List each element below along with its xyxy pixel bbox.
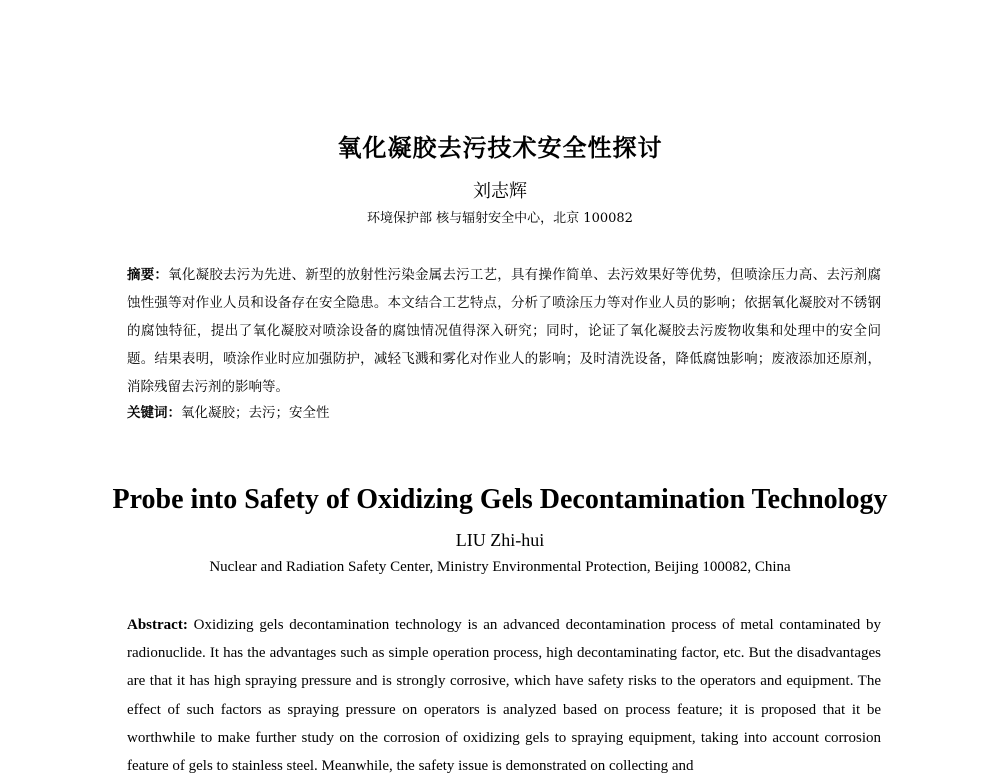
chinese-abstract <box>127 261 881 401</box>
chinese-title: 氧化凝胶去污技术安全性探讨 <box>337 134 663 162</box>
english-abstract <box>127 611 881 780</box>
english-author: LIU Zhi-hui <box>455 530 545 550</box>
english-abstract-text: Oxidizing gels decontamination technology is an advanced decontamination process of metal contaminated by radionuclide. It has the advantages such as simple operation process, high decontaminating factor, etc. But the disadvantages are that it has high spraying pressure and is strongly corrosive, which have safety risks to the operators and equipment. The effect of such factors as spraying pressure on operators is analyzed based on process feature; it is proposed that it be worthwhile to make further study on the corrosion of oxidizing gels to spraying equipment, taking into account corrosion feature of gels to stainless steel. Meanwhile, the safety issue is demonstrated on collecting and <box>127 617 882 775</box>
chinese-author: 刘志辉 <box>473 181 527 202</box>
english-title: Probe into Safety of Oxidizing Gels Decontamination Technology <box>112 484 888 515</box>
chinese-keywords <box>127 399 881 427</box>
chinese-affiliation: 环境保护部 核与辐射安全中心，北京 100082 <box>367 211 633 226</box>
english-affiliation: Nuclear and Radiation Safety Center, Ministry Environmental Protection, Beijing 100082, China <box>209 559 791 575</box>
chinese-abstract-text: 氧化凝胶去污为先进、新型的放射性污染金属去污工艺，具有操作简单、去污效果好等优势，但喷涂压力高、去污剂腐蚀性强等对作业人员和设备存在安全隐患。本文结合工艺特点，分析了喷涂压力等对作业人员的影响；依据氧化凝胶对不锈钢的腐蚀特征，提出了氧化凝胶对喷涂设备的腐蚀情况值得深入研究；同时，论证了氧化凝胶去污废物收集和处理中的安全问题。结果表明，喷涂作业时应加强防护，减轻飞溅和雾化对作业人的影响；及时清洗设备，降低腐蚀影响；废液添加还原剂，消除残留去污剂的影响等。 <box>127 267 882 395</box>
chinese-abstract-label: 摘要： <box>127 267 169 283</box>
chinese-keywords-label: 关键词： <box>127 405 181 421</box>
chinese-keywords-text: 氧化凝胶；去污；安全性 <box>181 405 330 421</box>
english-abstract-label: Abstract: <box>127 617 188 633</box>
